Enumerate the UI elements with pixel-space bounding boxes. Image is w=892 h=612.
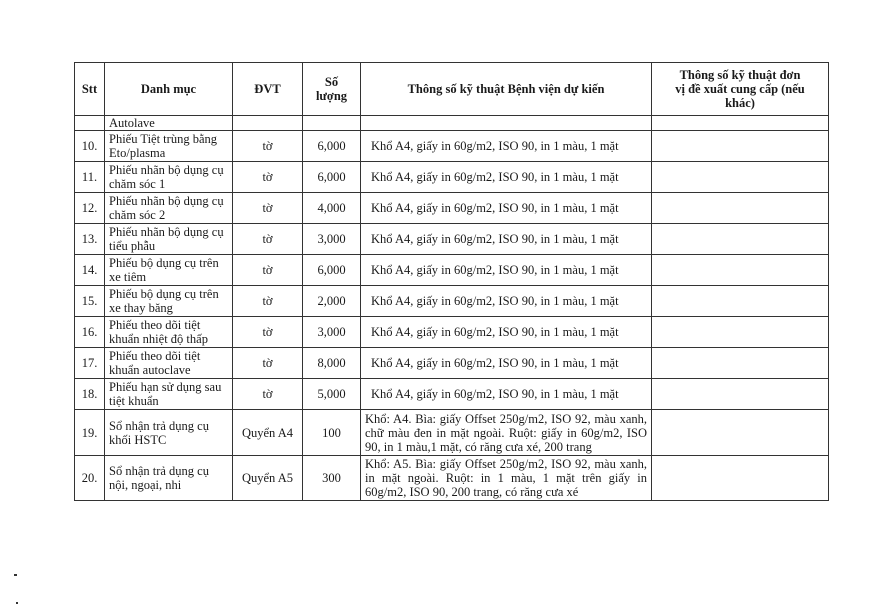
row-unit: tờ (233, 317, 303, 348)
row-spec: Khổ A4, giấy in 60g/m2, ISO 90, in 1 màu, 1 mặt (361, 255, 652, 286)
row-spec: Khổ A4, giấy in 60g/m2, ISO 90, in 1 màu, 1 mặt (361, 131, 652, 162)
row-offer (652, 456, 829, 501)
row-offer (652, 317, 829, 348)
margin-mark (16, 602, 18, 604)
row-offer (652, 379, 829, 410)
row-item: Sổ nhận trả dụng cụ nội, ngoại, nhi (105, 456, 233, 501)
row-qty: 3,000 (303, 317, 361, 348)
table-row (75, 286, 829, 317)
row-item: Phiếu hạn sử dụng sau tiệt khuẩn (105, 379, 233, 410)
table-row (75, 379, 829, 410)
row-stt: 20. (75, 456, 105, 501)
row-qty: 6,000 (303, 131, 361, 162)
row-spec: Khổ: A4. Bìa: giấy Offset 250g/m2, ISO 92, màu xanh, chữ màu đen in mặt ngoài. Ruột: giấy in 60g/m2, ISO 90, in 1 màu,1 mặt, có răng cưa xé, 200 trang (361, 410, 652, 456)
row-spec: Khổ A4, giấy in 60g/m2, ISO 90, in 1 màu, 1 mặt (361, 317, 652, 348)
row-offer (652, 131, 829, 162)
row-offer (652, 224, 829, 255)
row-stt: 18. (75, 379, 105, 410)
row-offer (652, 286, 829, 317)
header-unit: ĐVT (233, 63, 303, 116)
table-row (75, 255, 829, 286)
section-row (75, 116, 829, 131)
row-unit: tờ (233, 224, 303, 255)
row-offer (652, 162, 829, 193)
row-qty: 4,000 (303, 193, 361, 224)
row-qty: 300 (303, 456, 361, 501)
row-item: Phiếu theo dõi tiệt khuẩn nhiệt độ thấp (105, 317, 233, 348)
row-spec: Khổ A4, giấy in 60g/m2, ISO 90, in 1 màu, 1 mặt (361, 193, 652, 224)
row-item: Phiếu Tiệt trùng bằng Eto/plasma (105, 131, 233, 162)
row-spec: Khổ: A5. Bìa: giấy Offset 250g/m2, ISO 92, màu xanh, in mặt ngoài. Ruột: in 1 màu, 1 mặt trên giấy in 60g/m2, ISO 90, 200 trang, có răng cưa xé (361, 456, 652, 501)
row-item: Phiếu theo dõi tiệt khuẩn autoclave (105, 348, 233, 379)
section-label: Autolave (105, 116, 233, 131)
table-row (75, 193, 829, 224)
row-spec: Khổ A4, giấy in 60g/m2, ISO 90, in 1 màu, 1 mặt (361, 379, 652, 410)
spec-table (74, 62, 829, 501)
row-spec: Khổ A4, giấy in 60g/m2, ISO 90, in 1 màu, 1 mặt (361, 348, 652, 379)
table-row (75, 410, 829, 456)
table-row (75, 162, 829, 193)
row-stt: 12. (75, 193, 105, 224)
row-qty: 3,000 (303, 224, 361, 255)
row-unit: tờ (233, 193, 303, 224)
row-stt: 19. (75, 410, 105, 456)
row-item: Phiếu nhãn bộ dụng cụ chăm sóc 1 (105, 162, 233, 193)
table-row (75, 224, 829, 255)
row-spec: Khổ A4, giấy in 60g/m2, ISO 90, in 1 màu, 1 mặt (361, 224, 652, 255)
table-row (75, 131, 829, 162)
row-item: Phiếu bộ dụng cụ trên xe tiêm (105, 255, 233, 286)
row-qty: 6,000 (303, 162, 361, 193)
row-spec: Khổ A4, giấy in 60g/m2, ISO 90, in 1 màu, 1 mặt (361, 286, 652, 317)
row-qty: 6,000 (303, 255, 361, 286)
row-unit: tờ (233, 286, 303, 317)
row-unit: tờ (233, 255, 303, 286)
row-offer (652, 410, 829, 456)
row-stt: 11. (75, 162, 105, 193)
table-row (75, 348, 829, 379)
row-offer (652, 348, 829, 379)
table-header-row (75, 63, 829, 116)
row-stt: 10. (75, 131, 105, 162)
document-page (74, 62, 829, 501)
row-unit: tờ (233, 348, 303, 379)
header-item: Danh mục (105, 63, 233, 116)
row-qty: 8,000 (303, 348, 361, 379)
table-row (75, 317, 829, 348)
row-offer (652, 255, 829, 286)
header-offer: Thông số kỹ thuật đơn vị đề xuất cung cấp (nếu khác) (652, 63, 829, 116)
row-item: Phiếu nhãn bộ dụng cụ tiểu phẫu (105, 224, 233, 255)
margin-mark (14, 574, 17, 576)
header-spec: Thông số kỹ thuật Bệnh viện dự kiến (361, 63, 652, 116)
row-qty: 5,000 (303, 379, 361, 410)
row-item: Phiếu nhãn bộ dụng cụ chăm sóc 2 (105, 193, 233, 224)
row-stt: 16. (75, 317, 105, 348)
row-unit: tờ (233, 162, 303, 193)
table-row (75, 456, 829, 501)
row-item: Phiếu bộ dụng cụ trên xe thay băng (105, 286, 233, 317)
row-unit: tờ (233, 379, 303, 410)
row-qty: 2,000 (303, 286, 361, 317)
row-stt: 17. (75, 348, 105, 379)
row-stt: 15. (75, 286, 105, 317)
row-stt: 14. (75, 255, 105, 286)
row-qty: 100 (303, 410, 361, 456)
header-stt: Stt (75, 63, 105, 116)
row-stt: 13. (75, 224, 105, 255)
header-qty: Số lượng (303, 63, 361, 116)
row-offer (652, 193, 829, 224)
row-unit: tờ (233, 131, 303, 162)
row-item: Sổ nhận trả dụng cụ khối HSTC (105, 410, 233, 456)
row-unit: Quyển A4 (233, 410, 303, 456)
row-spec: Khổ A4, giấy in 60g/m2, ISO 90, in 1 màu, 1 mặt (361, 162, 652, 193)
row-unit: Quyển A5 (233, 456, 303, 501)
